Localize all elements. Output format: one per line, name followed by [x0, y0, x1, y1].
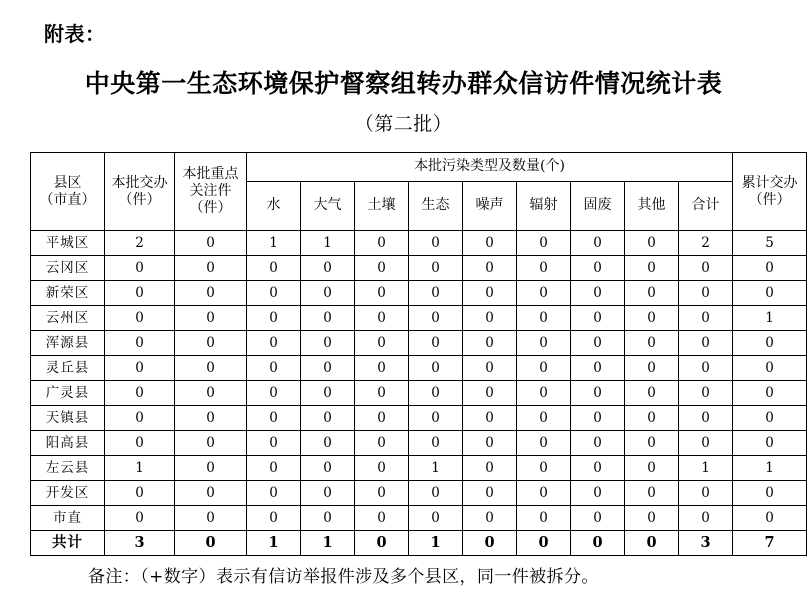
cell-soil: 0 [355, 406, 409, 431]
cell-radiation: 0 [517, 331, 571, 356]
cell-eco: 0 [409, 356, 463, 381]
cell-eco: 0 [409, 281, 463, 306]
cell-solid: 0 [571, 231, 625, 256]
cell-key: 0 [175, 306, 247, 331]
cell-water: 0 [247, 431, 301, 456]
cell-region: 新荣区 [31, 281, 105, 306]
table-row [31, 231, 807, 256]
cell-air: 0 [301, 506, 355, 531]
cell-soil: 0 [355, 281, 409, 306]
cell-noise: 0 [463, 356, 517, 381]
header-assigned-line1: 本批交办 [111, 174, 168, 191]
cell-key: 0 [175, 431, 247, 456]
cell-soil: 0 [355, 456, 409, 481]
cell-cumulative: 1 [733, 306, 807, 331]
cell-air-total: 1 [301, 531, 355, 556]
table-footnote: 备注：（+数字）表示有信访举报件涉及多个县区，同一件被拆分。 [88, 567, 599, 587]
cell-water: 0 [247, 256, 301, 281]
cell-other: 0 [625, 256, 679, 281]
cell-other: 0 [625, 431, 679, 456]
table-total-row [31, 531, 807, 556]
table-row [31, 431, 807, 456]
cell-noise: 0 [463, 431, 517, 456]
cell-water: 0 [247, 481, 301, 506]
cell-solid: 0 [571, 331, 625, 356]
cell-cumulative: 0 [733, 506, 807, 531]
cell-water-total: 1 [247, 531, 301, 556]
cell-cumulative: 1 [733, 456, 807, 481]
header-type-solid-waste: 固废 [571, 182, 625, 231]
cell-subtotal: 0 [679, 381, 733, 406]
cell-region: 云州区 [31, 306, 105, 331]
cell-assigned: 2 [105, 231, 175, 256]
cell-other: 0 [625, 356, 679, 381]
cell-soil: 0 [355, 306, 409, 331]
cell-radiation: 0 [517, 431, 571, 456]
header-type-noise: 噪声 [463, 182, 517, 231]
cell-region: 平城区 [31, 231, 105, 256]
cell-soil: 0 [355, 481, 409, 506]
cell-subtotal-total: 3 [679, 531, 733, 556]
cell-eco: 0 [409, 381, 463, 406]
cell-radiation: 0 [517, 231, 571, 256]
header-key-line1: 本批重点 [182, 166, 239, 183]
cell-air: 0 [301, 256, 355, 281]
cell-assigned: 0 [105, 431, 175, 456]
cell-solid-total: 0 [571, 531, 625, 556]
cell-soil: 0 [355, 506, 409, 531]
cell-eco: 1 [409, 456, 463, 481]
table-row [31, 406, 807, 431]
cell-eco: 0 [409, 306, 463, 331]
cell-water: 1 [247, 231, 301, 256]
cell-water: 0 [247, 306, 301, 331]
cell-soil-total: 0 [355, 531, 409, 556]
page-title: 中央第一生态环境保护督察组转办群众信访件情况统计表 [84, 69, 723, 98]
cell-region: 阳高县 [31, 431, 105, 456]
cell-cumulative: 0 [733, 381, 807, 406]
cell-other: 0 [625, 456, 679, 481]
cell-region: 开发区 [31, 481, 105, 506]
cell-cumulative: 0 [733, 481, 807, 506]
cell-radiation: 0 [517, 256, 571, 281]
cell-key: 0 [175, 381, 247, 406]
header-type-soil: 土壤 [355, 182, 409, 231]
table-body [31, 231, 807, 556]
cell-assigned: 0 [105, 481, 175, 506]
cell-air: 0 [301, 456, 355, 481]
cell-assigned: 1 [105, 456, 175, 481]
cell-solid: 0 [571, 431, 625, 456]
cell-radiation-total: 0 [517, 531, 571, 556]
cell-subtotal: 1 [679, 456, 733, 481]
cell-eco: 0 [409, 256, 463, 281]
cell-water: 0 [247, 456, 301, 481]
cell-region: 灵丘县 [31, 356, 105, 381]
attachment-label: 附表： [44, 22, 106, 46]
cell-key: 0 [175, 231, 247, 256]
cell-solid: 0 [571, 381, 625, 406]
cell-radiation: 0 [517, 481, 571, 506]
cell-assigned: 0 [105, 406, 175, 431]
cell-noise: 0 [463, 456, 517, 481]
statistics-table-wrapper [30, 152, 798, 556]
cell-key: 0 [175, 406, 247, 431]
header-key-line2: 关注件 [189, 183, 232, 200]
cell-assigned: 0 [105, 306, 175, 331]
cell-noise: 0 [463, 406, 517, 431]
cell-air: 0 [301, 356, 355, 381]
cell-soil: 0 [355, 256, 409, 281]
header-assigned-line2: （件） [118, 191, 161, 208]
cell-cumulative: 0 [733, 406, 807, 431]
cell-eco: 0 [409, 406, 463, 431]
cell-key: 0 [175, 356, 247, 381]
header-assigned [105, 153, 175, 231]
cell-radiation: 0 [517, 506, 571, 531]
cell-air: 1 [301, 231, 355, 256]
cell-other: 0 [625, 506, 679, 531]
cell-solid: 0 [571, 456, 625, 481]
table-header [31, 153, 807, 231]
cell-subtotal: 0 [679, 306, 733, 331]
cell-cumulative: 0 [733, 331, 807, 356]
cell-other: 0 [625, 306, 679, 331]
header-cumulative [733, 153, 807, 231]
cell-other: 0 [625, 406, 679, 431]
header-region-line1: 县区 [53, 174, 82, 191]
cell-soil: 0 [355, 356, 409, 381]
cell-air: 0 [301, 381, 355, 406]
cell-subtotal: 0 [679, 356, 733, 381]
cell-noise: 0 [463, 481, 517, 506]
cell-other: 0 [625, 281, 679, 306]
cell-air: 0 [301, 431, 355, 456]
cell-water: 0 [247, 281, 301, 306]
cell-radiation: 0 [517, 456, 571, 481]
header-key-line3: （件） [189, 199, 232, 216]
title-block [0, 68, 807, 136]
cell-eco: 0 [409, 231, 463, 256]
cell-noise: 0 [463, 381, 517, 406]
cell-subtotal: 0 [679, 331, 733, 356]
header-cumulative-line1: 累计交办 [741, 174, 798, 191]
header-type-radiation: 辐射 [517, 182, 571, 231]
cell-assigned: 0 [105, 256, 175, 281]
cell-noise: 0 [463, 331, 517, 356]
header-type-eco: 生态 [409, 182, 463, 231]
header-pollution-group: 本批污染类型及数量(个) [247, 153, 733, 182]
header-type-water: 水 [247, 182, 301, 231]
cell-radiation: 0 [517, 356, 571, 381]
cell-key: 0 [175, 331, 247, 356]
cell-eco: 0 [409, 506, 463, 531]
cell-key: 0 [175, 456, 247, 481]
cell-air: 0 [301, 331, 355, 356]
cell-solid: 0 [571, 256, 625, 281]
cell-cumulative-total: 7 [733, 531, 807, 556]
table-row [31, 506, 807, 531]
cell-radiation: 0 [517, 306, 571, 331]
cell-soil: 0 [355, 231, 409, 256]
cell-region: 云冈区 [31, 256, 105, 281]
cell-water: 0 [247, 356, 301, 381]
cell-water: 0 [247, 406, 301, 431]
header-region-line2: （市直） [39, 191, 96, 208]
cell-key: 0 [175, 481, 247, 506]
cell-air: 0 [301, 406, 355, 431]
cell-cumulative: 0 [733, 356, 807, 381]
table-row [31, 306, 807, 331]
cell-solid: 0 [571, 506, 625, 531]
cell-subtotal: 0 [679, 281, 733, 306]
cell-region: 市直 [31, 506, 105, 531]
table-row [31, 281, 807, 306]
cell-other: 0 [625, 381, 679, 406]
cell-radiation: 0 [517, 281, 571, 306]
cell-assigned: 0 [105, 281, 175, 306]
cell-region-total: 共计 [31, 531, 105, 556]
cell-eco: 0 [409, 331, 463, 356]
header-type-subtotal: 合计 [679, 182, 733, 231]
cell-other: 0 [625, 231, 679, 256]
cell-eco: 0 [409, 481, 463, 506]
cell-noise: 0 [463, 231, 517, 256]
cell-cumulative: 0 [733, 256, 807, 281]
cell-water: 0 [247, 506, 301, 531]
cell-noise: 0 [463, 506, 517, 531]
cell-assigned-total: 3 [105, 531, 175, 556]
cell-key: 0 [175, 281, 247, 306]
table-row [31, 256, 807, 281]
cell-subtotal: 0 [679, 431, 733, 456]
table-row [31, 481, 807, 506]
cell-air: 0 [301, 281, 355, 306]
cell-other: 0 [625, 481, 679, 506]
cell-subtotal: 0 [679, 256, 733, 281]
statistics-table [30, 152, 807, 556]
cell-soil: 0 [355, 431, 409, 456]
cell-assigned: 0 [105, 356, 175, 381]
header-region [31, 153, 105, 231]
cell-noise: 0 [463, 256, 517, 281]
cell-region: 天镇县 [31, 406, 105, 431]
cell-assigned: 0 [105, 381, 175, 406]
cell-cumulative: 0 [733, 431, 807, 456]
cell-cumulative: 5 [733, 231, 807, 256]
cell-key-total: 0 [175, 531, 247, 556]
cell-region: 广灵县 [31, 381, 105, 406]
cell-subtotal: 2 [679, 231, 733, 256]
page-subtitle: （第二批） [354, 113, 453, 136]
cell-soil: 0 [355, 331, 409, 356]
cell-solid: 0 [571, 306, 625, 331]
cell-eco-total: 1 [409, 531, 463, 556]
cell-noise: 0 [463, 281, 517, 306]
cell-key: 0 [175, 506, 247, 531]
cell-cumulative: 0 [733, 281, 807, 306]
header-key-cases [175, 153, 247, 231]
cell-radiation: 0 [517, 406, 571, 431]
cell-key: 0 [175, 256, 247, 281]
cell-solid: 0 [571, 281, 625, 306]
cell-assigned: 0 [105, 331, 175, 356]
cell-solid: 0 [571, 406, 625, 431]
cell-subtotal: 0 [679, 406, 733, 431]
cell-air: 0 [301, 481, 355, 506]
cell-other-total: 0 [625, 531, 679, 556]
cell-water: 0 [247, 331, 301, 356]
cell-radiation: 0 [517, 381, 571, 406]
cell-other: 0 [625, 331, 679, 356]
header-type-air: 大气 [301, 182, 355, 231]
cell-region: 浑源县 [31, 331, 105, 356]
cell-subtotal: 0 [679, 481, 733, 506]
header-type-other: 其他 [625, 182, 679, 231]
cell-noise-total: 0 [463, 531, 517, 556]
cell-soil: 0 [355, 381, 409, 406]
cell-solid: 0 [571, 356, 625, 381]
cell-noise: 0 [463, 306, 517, 331]
cell-water: 0 [247, 381, 301, 406]
cell-subtotal: 0 [679, 506, 733, 531]
table-row [31, 331, 807, 356]
table-row [31, 381, 807, 406]
table-row [31, 456, 807, 481]
header-cumulative-line2: （件） [748, 191, 791, 208]
cell-air: 0 [301, 306, 355, 331]
cell-solid: 0 [571, 481, 625, 506]
cell-region: 左云县 [31, 456, 105, 481]
cell-eco: 0 [409, 431, 463, 456]
cell-assigned: 0 [105, 506, 175, 531]
table-row [31, 356, 807, 381]
